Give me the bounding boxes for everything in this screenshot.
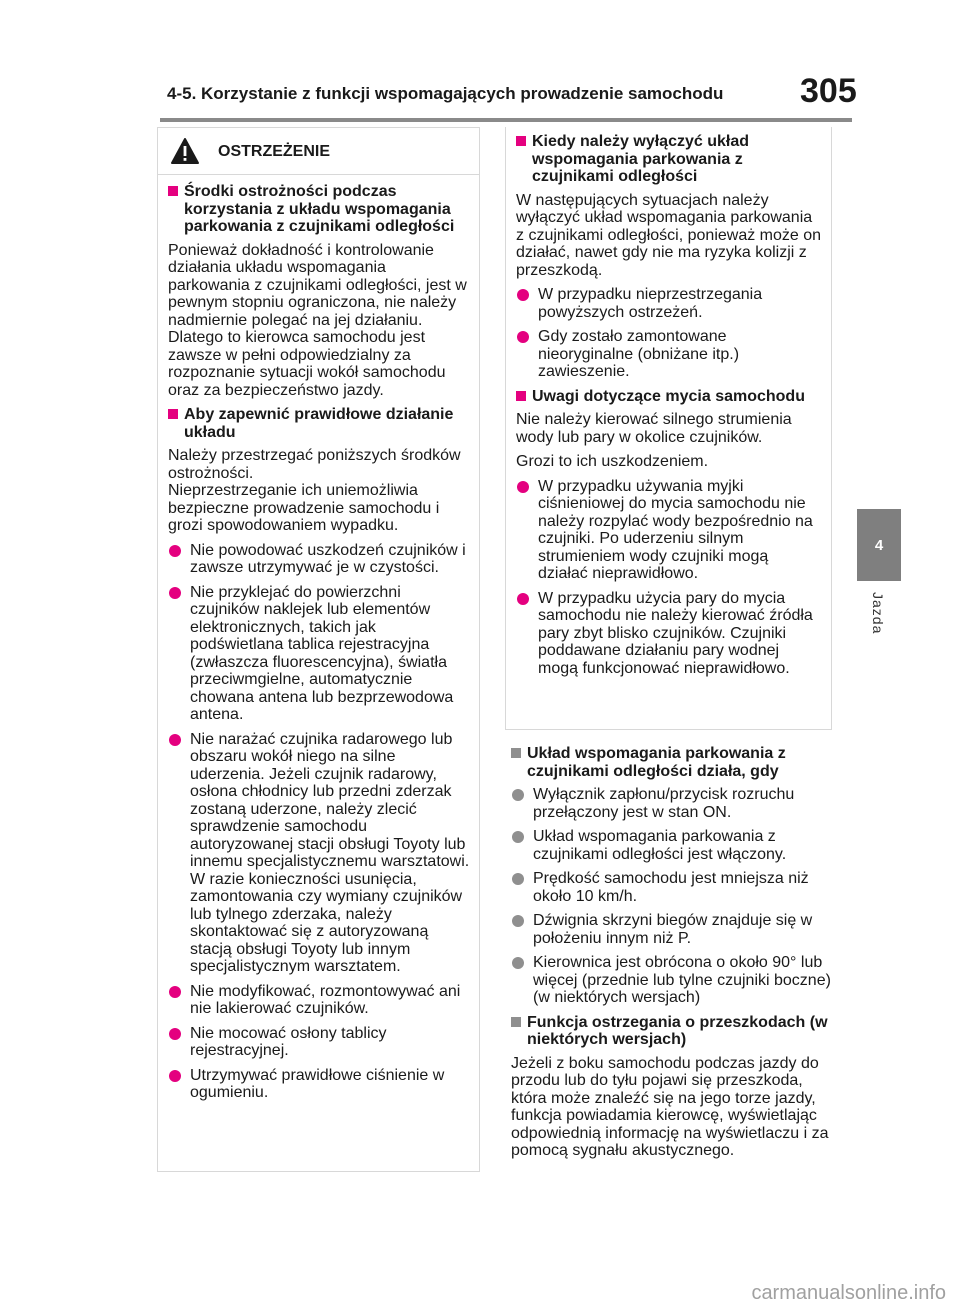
bullet-dot-icon	[512, 789, 524, 801]
paragraph: Ponieważ dokładność i kontrolowanie działania układu wspomagania parkowania z czujnikami odległości, jest w pewnym stopniu ograniczona, nie należy nadmiernie polegać na jej działaniu. Dlatego to kierowca samochodu jest zawsze w pełni odpowiedzialny za rozpoznanie sytuacji wokół samochodu oraz za bezpieczeństwo jazdy.	[168, 241, 467, 399]
bullet-dot-icon	[169, 545, 181, 557]
bullet-dot-icon	[169, 986, 181, 998]
section-heading: Funkcja ostrzegania o przeszkodach (w niektórych wersjach)	[511, 1014, 836, 1049]
bullet-dot-icon	[169, 587, 181, 599]
bullet-dot-icon	[169, 1028, 181, 1040]
main-text-column	[511, 745, 836, 1167]
bullet-dot-icon	[512, 957, 524, 969]
list-item: Nie powodować uszkodzeń czujników i zawsze utrzymywać je w czystości.	[168, 542, 470, 577]
list-item: Nie przyklejać do powierzchni czujników naklejek lub elementów elektronicznych, takich jak podświetlana tablica rejestracyjna (zwłaszcza fluorescencyjna), światła przeciwmgielne, automatycznie chowana antena lub bezprzewodowa antena.	[168, 584, 470, 724]
warning-box	[157, 127, 480, 1172]
bullet-dot-icon	[517, 331, 529, 343]
chapter-label: Jazda	[870, 592, 886, 635]
list-item: Kierownica jest obrócona o około 90° lub więcej (przednie lub tylne czujniki boczne) (w niektórych wersjach)	[511, 954, 836, 1007]
section-heading: Aby zapewnić prawidłowe działanie układu	[168, 406, 470, 441]
bullet-dot-icon	[517, 593, 529, 605]
list-item: W przypadku użycia pary do mycia samochodu nie należy kierować źródła pary zbyt blisko czujników. Czujniki poddawane działaniu pary wodnej mogą funkcjonować nieprawidłowo.	[516, 590, 822, 678]
section-heading: Środki ostrożności podczas korzystania z układu wspomagania parkowania z czujnikami odległości	[168, 183, 470, 236]
list-item: W przypadku używania myjki ciśnieniowej do mycia samochodu nie należy rozpylać wody bezpośrednio na czujniki. Po uderzeniu silnym strumieniem wody czujniki mogą działać nieprawidłowo.	[516, 478, 822, 583]
paragraph: Jeżeli z boku samochodu podczas jazdy do przodu lub do tyłu pojawi się przeszkoda, która może znaleźć się na jego torze jazdy, funkcja powiadamia kierowcę, wyświetlając odpowiednią informację na wyświetlaczu i za pomocą sygnału akustycznego.	[511, 1054, 829, 1159]
footer-watermark[interactable]: carmanualsonline.info	[751, 1282, 946, 1304]
list-item: Nie narażać czujnika radarowego lub obszaru wokół niego na silne uderzenia. Jeżeli czujnik radarowy, osłona chłodnicy lub przedni zderzak zostaną uderzone, należy zlecić sprawdzenie samochodu autoryzowanej stacji obsługi Toyoty lub innemu specjalistycznemu warsztatowi. W razie konieczności usunięcia, zamontowania czy wymiany czujników lub tylnego zderzaka, należy skontaktować się z autoryzowaną stacją obsługi Toyoty lub innym specjalistycznym warsztatem.	[168, 731, 470, 976]
warning-triangle-icon	[170, 137, 200, 165]
list-item: W przypadku nieprzestrzegania powyższych ostrzeżeń.	[516, 286, 822, 321]
list-item: Wyłącznik zapłonu/przycisk rozruchu przełączony jest w stan ON.	[511, 786, 836, 821]
square-bullet-icon	[516, 391, 526, 401]
chapter-tab[interactable]	[857, 509, 901, 581]
paragraph: Grozi to ich uszkodzeniem.	[516, 453, 709, 470]
paragraph: Należy przestrzegać poniższych środków ostrożności.	[168, 447, 461, 482]
bullet-dot-icon	[512, 915, 524, 927]
square-bullet-icon	[516, 136, 526, 146]
page-number: 305	[800, 72, 857, 110]
list-item: Gdy zostało zamontowane nieoryginalne (obniżane itp.) zawieszenie.	[516, 328, 822, 381]
page-header-title: 4-5. Korzystanie z funkcji wspomagających prowadzenie samochodu	[167, 84, 724, 103]
list-item: Utrzymywać prawidłowe ciśnienie w ogumieniu.	[168, 1067, 470, 1102]
paragraph: Nieprzestrzeganie ich uniemożliwia bezpieczne prowadzenie samochodu i grozi spowodowaniem wypadku.	[168, 482, 440, 534]
warning-box-continued	[505, 127, 832, 730]
bullet-dot-icon	[512, 873, 524, 885]
square-bullet-icon	[511, 1017, 521, 1027]
section-heading: Uwagi dotyczące mycia samochodu	[516, 388, 822, 406]
list-item: Nie mocować osłony tablicy rejestracyjnej.	[168, 1025, 470, 1060]
chapter-tab-number: 4	[874, 537, 884, 554]
section-heading: Kiedy należy wyłączyć układ wspomagania parkowania z czujnikami odległości	[516, 133, 822, 186]
bullet-dot-icon	[517, 481, 529, 493]
list-item: Prędkość samochodu jest mniejsza niż około 10 km/h.	[511, 870, 836, 905]
header-rule	[160, 118, 852, 122]
square-bullet-icon	[168, 186, 178, 196]
bullet-dot-icon	[512, 831, 524, 843]
section-heading: Układ wspomagania parkowania z czujnikami odległości działa, gdy	[511, 745, 836, 780]
warning-header	[158, 128, 479, 175]
bullet-dot-icon	[169, 1070, 181, 1082]
list-item: Układ wspomagania parkowania z czujnikami odległości jest włączony.	[511, 828, 836, 863]
list-item: Nie modyfikować, rozmontowywać ani nie lakierować czujników.	[168, 983, 470, 1018]
warning-title: OSTRZEŻENIE	[218, 143, 331, 160]
paragraph: Nie należy kierować silnego strumienia wody lub pary w okolice czujników.	[516, 411, 792, 446]
list-item: Dźwignia skrzyni biegów znajduje się w położeniu innym niż P.	[511, 912, 836, 947]
bullet-dot-icon	[169, 734, 181, 746]
bullet-dot-icon	[517, 289, 529, 301]
square-bullet-icon	[511, 748, 521, 758]
square-bullet-icon	[168, 409, 178, 419]
paragraph: W następujących sytuacjach należy wyłączyć układ wspomagania parkowania z czujnikami odległości, ponieważ może on działać, nawet gdy nie ma ryzyka kolizji z przeszkodą.	[516, 191, 822, 279]
